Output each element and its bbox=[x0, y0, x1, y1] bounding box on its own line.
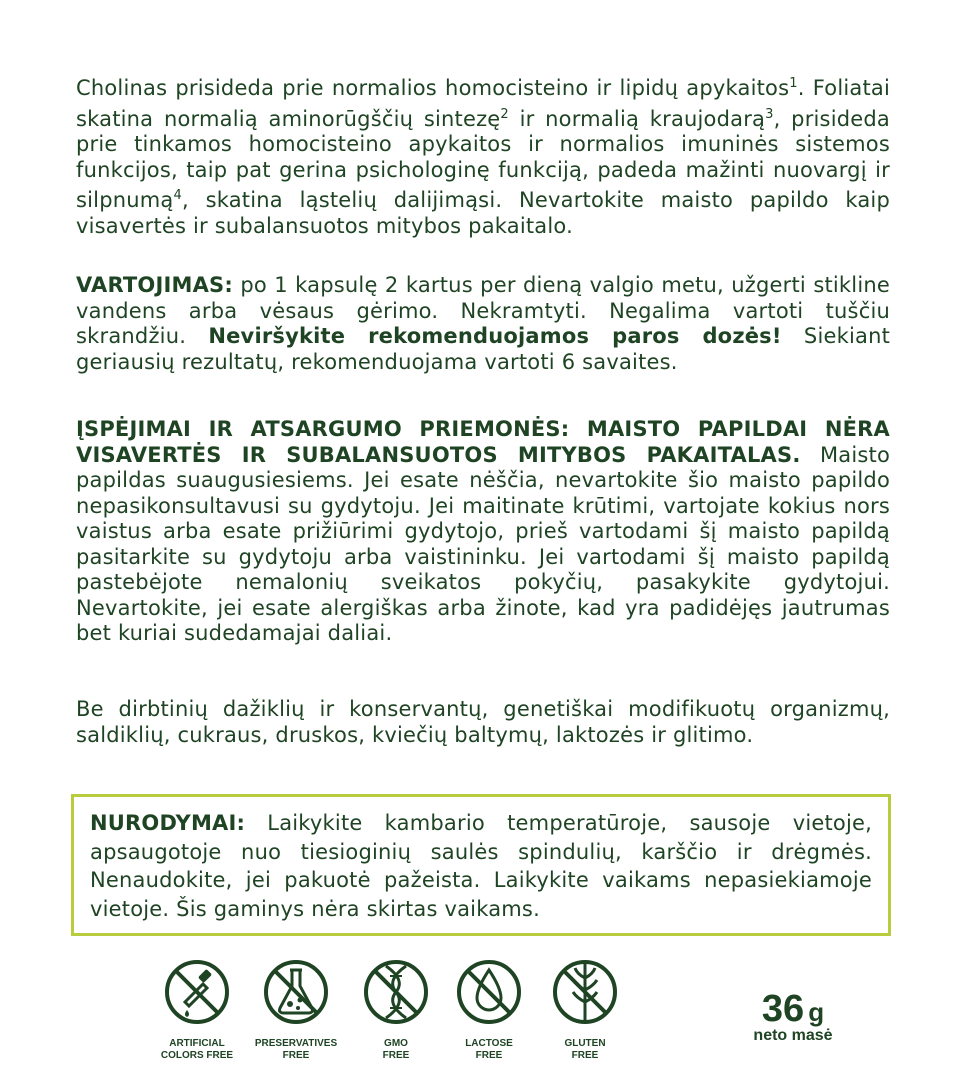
usage-dose-warning: Neviršykite rekomenduojamos paros dozės! bbox=[208, 324, 782, 348]
usage-heading: VARTOJIMAS: bbox=[76, 273, 233, 297]
intro-text-2: . Foliatai skatina normalią aminorūgščių sintezę bbox=[76, 76, 890, 131]
badge-gmo bbox=[346, 958, 446, 1062]
flask-icon bbox=[262, 958, 330, 1026]
badge-preservatives-line1: PRESERVATIVES bbox=[254, 1038, 338, 1049]
badge-colors-line2: COLORS FREE bbox=[160, 1050, 234, 1061]
warning-paragraph bbox=[76, 417, 890, 647]
badge-lactose bbox=[439, 958, 539, 1062]
badge-gluten-line1: GLUTEN bbox=[564, 1038, 606, 1049]
warning-heading: ĮSPĖJIMAI IR ATSARGUMO PRIEMONĖS: MAISTO PAPILDAI NĖRA VISAVERTĖS IR SUBALANSUOTOS MITYBOS PAKAITALAS. bbox=[76, 417, 890, 467]
badge-preservatives-line2: FREE bbox=[282, 1050, 310, 1061]
instructions-paragraph bbox=[90, 809, 872, 923]
usage-text-1: po 1 kapsulę 2 kartus per dieną valgio metu, užgerti stikline vandens arba vėsaus gėrimo. Nekramtyti. Negalima vartoti tuščiu skrandžiu. bbox=[76, 273, 890, 348]
usage-paragraph bbox=[76, 273, 890, 375]
badge-gmo-line2: FREE bbox=[382, 1050, 410, 1061]
intro-text-1: Cholinas prisideda prie normalios homocisteino ir lipidų apykaitos bbox=[76, 76, 790, 100]
usage-text-2: Siekiant geriausių rezultatų, rekomenduojama vartoti 6 savaites. bbox=[76, 324, 891, 374]
badge-preservatives bbox=[246, 958, 346, 1062]
net-weight-unit: g bbox=[808, 997, 825, 1027]
net-weight-label: neto masė bbox=[753, 1027, 833, 1044]
badge-gmo-line1: GMO bbox=[384, 1038, 408, 1049]
free-from-badges bbox=[160, 958, 630, 1068]
badge-lactose-line1: LACTOSE bbox=[465, 1038, 513, 1049]
footnote-1: 1 bbox=[789, 76, 798, 91]
badge-artificial-colors bbox=[147, 958, 247, 1062]
footnote-3: 3 bbox=[765, 106, 774, 122]
intro-paragraph bbox=[76, 71, 890, 239]
dna-icon bbox=[362, 958, 430, 1026]
free-from-paragraph: Be dirbtinių dažiklių ir konservantų, genetiškai modifikuotų organizmų, saldiklių, cukraus, druskos, kviečių baltymų, laktozės ir glitimo. bbox=[76, 697, 890, 747]
instructions-heading: NURODYMAI: bbox=[90, 811, 246, 835]
net-weight bbox=[728, 988, 858, 1045]
badge-colors-line1: ARTIFICIAL bbox=[169, 1038, 225, 1049]
milk-drop-icon bbox=[455, 958, 523, 1026]
badge-lactose-line2: FREE bbox=[475, 1050, 503, 1061]
instructions-text: Laikykite kambario temperatūroje, sausoje vietoje, apsaugotoje nuo tiesioginių saulės spindulių, karščio ir drėgmės. Nenaudokite, jei pakuotė pažeista. Laikykite vaikams nepasiekiamoje vietoje. Šis gaminys nėra skirtas vaikams. bbox=[90, 811, 872, 921]
badge-gluten bbox=[535, 958, 635, 1062]
wheat-icon bbox=[551, 958, 619, 1026]
intro-text-4: , prisideda prie tinkamos homocisteino apykaitos ir normalios imuninės sistemos funkcijos, taip pat gerina psichologinę funkciją, padeda mažinti nuovargį ir silpnumą bbox=[76, 106, 890, 212]
net-weight-value: 36 bbox=[761, 988, 805, 1030]
intro-text-3: ir normalią kraujodarą bbox=[508, 106, 766, 131]
dropper-icon bbox=[163, 958, 231, 1026]
intro-text-5: , skatina ląstelių dalijimąsi. Nevartokite maisto papildo kaip visavertės ir subalansuotos mitybos pakaitalo. bbox=[76, 188, 890, 238]
badge-gluten-line2: FREE bbox=[571, 1050, 599, 1061]
warning-text: Maisto papildas suaugusiesiems. Jei esate nėščia, nevartokite šio maisto papildo nepasikonsultavusi su gydytoju. Jei maitinate krūtimi, vartojate kokius nors vaistus arba esate prižiūrimi gydytojo, prieš vartodami šį maisto papildą pasitarkite su gydytoju arba vaistininku. Jei vartodami šį maisto papildą pastebėjote nemalonių sveikatos pokyčių, pasakykite gydytojui. Nevartokite, jei esate alergiškas arba žinote, kad yra padidėjęs jautrumas bet kuriai sudedamajai daliai. bbox=[76, 442, 891, 645]
footnote-2: 2 bbox=[500, 106, 509, 122]
instructions-box bbox=[71, 794, 891, 936]
footnote-4: 4 bbox=[173, 188, 182, 203]
